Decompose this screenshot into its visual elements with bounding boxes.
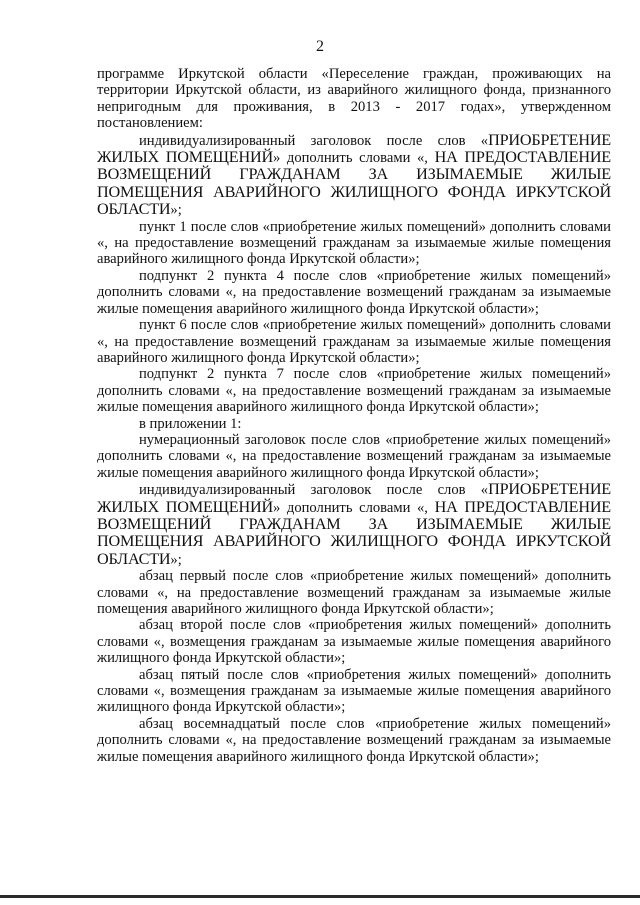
paragraph-text: подпункт 2 пункта 7 после слов «приобретение жилых помещений» дополнить словами «, на предоставление возмещений гражданам за изымаемые жилые помещения аварийного жилищного фонда Иркутской области»; bbox=[97, 366, 611, 416]
paragraph-text: программе Иркутской области «Переселение граждан, проживающих на территории Иркутской области, из аварийного жилищного фонда, признанного непригодным для проживания, в 2013 - 2017 годах», утвержденном постановлением: bbox=[97, 66, 611, 132]
paragraph bbox=[97, 568, 611, 617]
paragraph-text: абзац второй после слов «приобретения жилых помещений» дополнить словами «, возмещения гражданам за изымаемые жилые помещения аварийного жилищного фонда Иркутской области»; bbox=[97, 617, 611, 667]
paragraph bbox=[97, 366, 611, 415]
paragraph-text: индивидуализированный заголовок после слов « bbox=[139, 132, 489, 149]
paragraph-text: подпункт 2 пункта 4 после слов «приобретение жилых помещений» дополнить словами «, на предоставление возмещений гражданам за изымаемые жилые помещения аварийного жилищного фонда Иркутской области»; bbox=[97, 267, 611, 317]
uppercase-heading-text: НА ПРЕДОСТАВЛЕНИЕ ВОЗМЕЩЕНИЙ ГРАЖДАНАМ ЗА ИЗЫМАЕМЫЕ ЖИЛЫЕ ПОМЕЩЕНИЯ АВАРИЙНОГО ЖИЛИЩНОГО ФОНДА ИРКУТСКОЙ ОБЛАСТИ bbox=[97, 148, 611, 219]
paragraph bbox=[97, 667, 611, 716]
uppercase-heading-text: НА ПРЕДОСТАВЛЕНИЕ ВОЗМЕЩЕНИЙ ГРАЖДАНАМ ЗА ИЗЫМАЕМЫЕ ЖИЛЫЕ ПОМЕЩЕНИЯ АВАРИЙНОГО ЖИЛИЩНОГО ФОНДА ИРКУТСКОЙ ОБЛАСТИ bbox=[97, 497, 611, 568]
paragraph-text: индивидуализированный заголовок после слов « bbox=[139, 482, 489, 499]
paragraph-text: » дополнить словами «, bbox=[272, 499, 435, 516]
paragraph bbox=[97, 416, 611, 432]
paragraph-text: » дополнить словами «, bbox=[272, 150, 435, 167]
bottom-border-line bbox=[0, 895, 640, 898]
paragraph bbox=[97, 432, 611, 481]
paragraph-text: нумерационный заголовок после слов «приобретение жилых помещений» дополнить словами «, на предоставление возмещений гражданам за изымаемые жилые помещения аварийного жилищного фонда Иркутской области»; bbox=[97, 431, 611, 481]
paragraph bbox=[97, 716, 611, 765]
paragraph-text: в приложении 1: bbox=[139, 415, 242, 432]
paragraph bbox=[97, 66, 611, 132]
paragraph bbox=[97, 317, 611, 366]
paragraph-text: пункт 1 после слов «приобретение жилых помещений» дополнить словами «, на предоставление возмещений гражданам за изымаемые жилые помещения аварийного жилищного фонда Иркутской области»; bbox=[97, 218, 611, 268]
paragraph-text: пункт 6 после слов «приобретение жилых помещений» дополнить словами «, на предоставление возмещений гражданам за изымаемые жилые помещения аварийного жилищного фонда Иркутской области»; bbox=[97, 317, 611, 366]
document-body bbox=[97, 66, 611, 765]
paragraph bbox=[97, 132, 611, 219]
paragraph bbox=[97, 219, 611, 268]
uppercase-heading-text: ПРИОБРЕТЕНИЕ ЖИЛЫХ ПОМЕЩЕНИЙ bbox=[97, 480, 611, 516]
paragraph-text: абзац первый после слов «приобретение жилых помещений» дополнить словами «, на предоставление возмещений гражданам за изымаемые жилые помещения аварийного жилищного фонда Иркутской области»; bbox=[97, 568, 611, 617]
paragraph bbox=[97, 268, 611, 317]
paragraph-text: »; bbox=[170, 551, 182, 568]
paragraph bbox=[97, 617, 611, 666]
paragraph-text: абзац пятый после слов «приобретения жилых помещений» дополнить словами «, возмещения гражданам за изымаемые жилые помещения аварийного жилищного фонда Иркутской области»; bbox=[97, 666, 611, 716]
paragraph bbox=[97, 481, 611, 568]
page-number: 2 bbox=[316, 38, 324, 55]
paragraph-text: абзац восемнадцатый после слов «приобретение жилых помещений» дополнить словами «, на предоставление возмещений гражданам за изымаемые жилые помещения аварийного жилищного фонда Иркутской области»; bbox=[97, 715, 611, 765]
paragraph-text: »; bbox=[170, 202, 182, 219]
uppercase-heading-text: ПРИОБРЕТЕНИЕ ЖИЛЫХ ПОМЕЩЕНИЙ bbox=[97, 130, 611, 167]
